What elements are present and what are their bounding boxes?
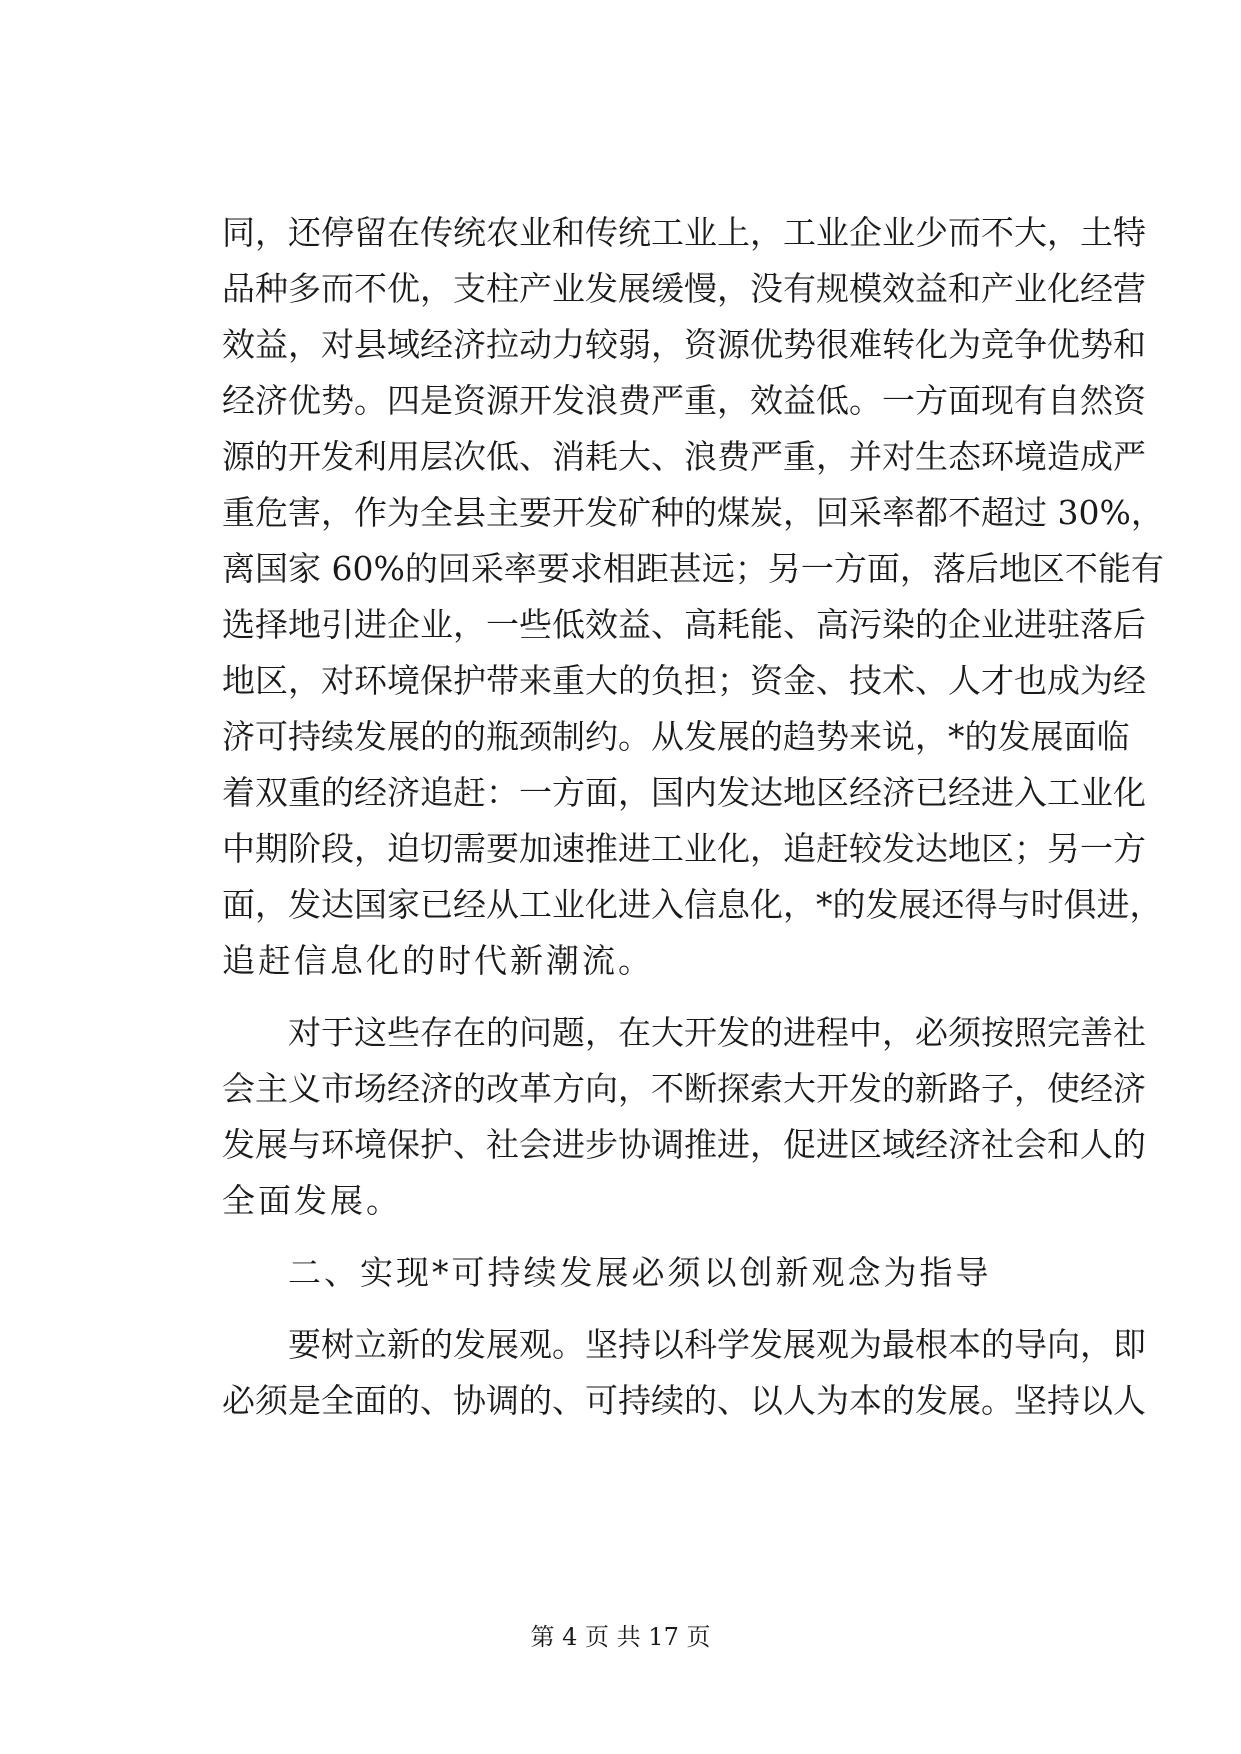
text-line-content: 重危害，作为全县主要开发矿种的煤炭，回采率都不超过 30%， <box>222 493 1164 532</box>
text-line-content: 品种多而不优，支柱产业发展缓慢，没有规模效益和产业化经营 <box>222 269 1146 308</box>
text-line <box>222 661 1146 701</box>
text-line <box>222 1125 1146 1165</box>
text-line-content: 效益，对县域经济拉动力较弱，资源优势很难转化为竞争优势和 <box>222 325 1146 364</box>
text-line <box>222 493 1164 533</box>
text-line <box>222 437 1146 477</box>
text-line-content: 对于这些存在的问题，在大开发的进程中，必须按照完善社 <box>288 1013 1146 1052</box>
page-number-footer: 第 4 页 共 17 页 <box>530 1623 711 1651</box>
text-line-content: 追赶信息化的时代新潮流。 <box>222 941 654 980</box>
text-line <box>222 829 1146 869</box>
section-heading <box>288 1253 1082 1293</box>
text-line <box>222 885 1163 925</box>
paragraph-first-line <box>288 1325 1146 1365</box>
text-line-content: 济可持续发展的的瓶颈制约。从发展的趋势来说，*的发展面临 <box>222 717 1130 756</box>
text-line <box>222 213 1146 253</box>
text-line-content: 着双重的经济追赶：一方面，国内发达地区经济已经进入工业化 <box>222 773 1146 812</box>
text-line-content: 同，还停留在传统农业和传统工业上，工业企业少而不大，土特 <box>222 213 1146 252</box>
text-line <box>222 381 1146 421</box>
text-line-content: 要树立新的发展观。坚持以科学发展观为最根本的导向，即 <box>288 1325 1146 1364</box>
text-line-content: 必须是全面的、协调的、可持续的、以人为本的发展。坚持以人 <box>222 1381 1146 1420</box>
text-line-content: 会主义市场经济的改革方向，不断探索大开发的新路子，使经济 <box>222 1069 1146 1108</box>
text-line-content: 发展与环境保护、社会进步协调推进，促进区域经济社会和人的 <box>222 1125 1146 1164</box>
text-line <box>222 1069 1146 1109</box>
section-heading-text: 二、实现*可持续发展必须以创新观念为指导 <box>288 1253 992 1292</box>
text-line-content: 源的开发利用层次低、消耗大、浪费严重，并对生态环境造成严 <box>222 437 1146 476</box>
text-line-content: 全面发展。 <box>222 1181 402 1220</box>
text-line <box>222 941 1082 981</box>
text-line <box>222 773 1146 813</box>
text-line-content: 地区，对环境保护带来重大的负担；资金、技术、人才也成为经 <box>222 661 1146 700</box>
text-line-content: 面，发达国家已经从工业化进入信息化，*的发展还得与时俱进， <box>222 885 1163 924</box>
text-line-content: 经济优势。四是资源开发浪费严重，效益低。一方面现有自然资 <box>222 381 1146 420</box>
text-line <box>222 605 1146 645</box>
text-line-content: 离国家 60%的回采率要求相距甚远；另一方面，落后地区不能有 <box>222 549 1164 588</box>
paragraph-first-line <box>288 1013 1146 1053</box>
text-line <box>222 269 1146 309</box>
text-line <box>222 1181 1082 1221</box>
text-line <box>222 549 1164 589</box>
text-line <box>222 1381 1146 1421</box>
text-line-content: 中期阶段，迫切需要加速推进工业化，追赶较发达地区；另一方 <box>222 829 1146 868</box>
text-line-content: 选择地引进企业，一些低效益、高耗能、高污染的企业进驻落后 <box>222 605 1146 644</box>
text-line <box>222 325 1146 365</box>
text-line <box>222 717 1130 757</box>
